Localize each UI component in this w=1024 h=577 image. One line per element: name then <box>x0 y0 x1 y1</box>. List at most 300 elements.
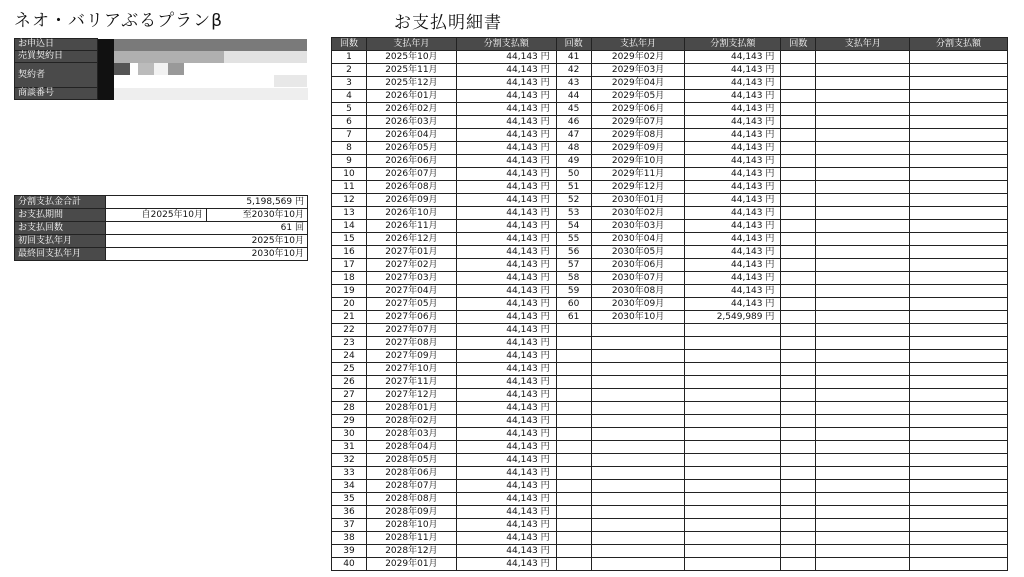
installment-number <box>781 350 816 363</box>
payment-month <box>591 428 685 441</box>
installment-number <box>556 441 591 454</box>
installment-number: 43 <box>556 77 591 90</box>
payment-month: 2026年12月 <box>366 233 456 246</box>
payment-month <box>816 454 910 467</box>
payment-month: 2026年06月 <box>366 155 456 168</box>
payment-amount <box>910 545 1008 558</box>
installment-number <box>781 519 816 532</box>
installment-number <box>781 402 816 415</box>
column-header: 支払年月 <box>816 38 910 51</box>
installment-number: 34 <box>332 480 367 493</box>
summary-label: 初回支払年月 <box>15 235 106 248</box>
info-label: 契約者 <box>15 63 98 88</box>
payment-amount <box>910 506 1008 519</box>
payment-amount: 44,143 円 <box>685 220 781 233</box>
payment-month: 2026年08月 <box>366 181 456 194</box>
payment-month: 2029年06月 <box>591 103 685 116</box>
installment-number: 2 <box>332 64 367 77</box>
installment-number: 7 <box>332 129 367 142</box>
table-row <box>332 350 1008 363</box>
payment-amount: 44,143 円 <box>685 233 781 246</box>
installment-number: 5 <box>332 103 367 116</box>
payment-month: 2025年10月 <box>366 51 456 64</box>
payment-month <box>816 415 910 428</box>
payment-amount <box>910 77 1008 90</box>
payment-month: 2026年10月 <box>366 207 456 220</box>
payment-month: 2029年04月 <box>591 77 685 90</box>
payment-amount: 44,143 円 <box>456 363 556 376</box>
payment-amount: 44,143 円 <box>685 285 781 298</box>
payment-month: 2030年03月 <box>591 220 685 233</box>
table-row <box>332 220 1008 233</box>
payment-month: 2027年10月 <box>366 363 456 376</box>
payment-month <box>591 519 685 532</box>
payment-schedule-table <box>331 37 1008 571</box>
payment-month: 2028年09月 <box>366 506 456 519</box>
payment-month <box>591 493 685 506</box>
payment-month <box>816 480 910 493</box>
payment-month: 2028年04月 <box>366 441 456 454</box>
payment-amount <box>910 480 1008 493</box>
installment-number: 41 <box>556 51 591 64</box>
payment-month <box>816 246 910 259</box>
payment-amount: 44,143 円 <box>456 285 556 298</box>
payment-amount: 44,143 円 <box>456 454 556 467</box>
installment-number: 18 <box>332 272 367 285</box>
table-row <box>332 155 1008 168</box>
table-row <box>332 376 1008 389</box>
installment-number: 25 <box>332 363 367 376</box>
payment-amount: 44,143 円 <box>456 532 556 545</box>
payment-amount: 44,143 円 <box>456 155 556 168</box>
installment-number: 49 <box>556 155 591 168</box>
table-row <box>332 298 1008 311</box>
payment-month <box>591 454 685 467</box>
table-row <box>332 233 1008 246</box>
payment-amount: 44,143 円 <box>685 272 781 285</box>
payment-month <box>816 441 910 454</box>
payment-month <box>816 116 910 129</box>
payment-month <box>816 363 910 376</box>
payment-amount: 44,143 円 <box>456 51 556 64</box>
installment-number: 40 <box>332 558 367 571</box>
payment-amount <box>910 181 1008 194</box>
payment-amount <box>685 467 781 480</box>
summary-value: 5,198,569 円 <box>106 196 308 209</box>
payment-month <box>816 129 910 142</box>
payment-amount <box>910 519 1008 532</box>
payment-month <box>816 350 910 363</box>
payment-month <box>816 220 910 233</box>
installment-number <box>556 415 591 428</box>
payment-amount <box>910 142 1008 155</box>
payment-amount <box>910 285 1008 298</box>
payment-month: 2029年09月 <box>591 142 685 155</box>
table-row <box>332 389 1008 402</box>
payment-month <box>591 558 685 571</box>
payment-month: 2026年02月 <box>366 103 456 116</box>
installment-number <box>781 298 816 311</box>
payment-month <box>816 558 910 571</box>
payment-amount: 44,143 円 <box>456 545 556 558</box>
table-row <box>332 480 1008 493</box>
payment-month: 2028年02月 <box>366 415 456 428</box>
installment-number: 57 <box>556 259 591 272</box>
installment-number: 56 <box>556 246 591 259</box>
payment-amount: 44,143 円 <box>685 64 781 77</box>
payment-month: 2030年05月 <box>591 246 685 259</box>
payment-month: 2027年02月 <box>366 259 456 272</box>
payment-month <box>816 64 910 77</box>
redacted-value <box>98 39 308 51</box>
installment-number <box>781 220 816 233</box>
installment-number <box>781 454 816 467</box>
payment-month: 2028年06月 <box>366 467 456 480</box>
payment-month: 2026年05月 <box>366 142 456 155</box>
payment-month <box>816 376 910 389</box>
installment-number <box>556 454 591 467</box>
payment-amount: 44,143 円 <box>456 142 556 155</box>
payment-amount: 44,143 円 <box>685 90 781 103</box>
installment-number <box>781 558 816 571</box>
installment-number <box>781 545 816 558</box>
payment-amount: 44,143 円 <box>456 129 556 142</box>
installment-number: 39 <box>332 545 367 558</box>
payment-amount: 44,143 円 <box>685 259 781 272</box>
installment-number: 10 <box>332 168 367 181</box>
table-row <box>332 415 1008 428</box>
payment-amount <box>685 350 781 363</box>
payment-month: 2026年01月 <box>366 90 456 103</box>
payment-month: 2027年06月 <box>366 311 456 324</box>
installment-number: 31 <box>332 441 367 454</box>
payment-amount: 44,143 円 <box>456 64 556 77</box>
payment-amount <box>910 220 1008 233</box>
payment-amount <box>910 402 1008 415</box>
summary-label: お支払期間 <box>15 209 106 222</box>
column-header: 回数 <box>556 38 591 51</box>
installment-number <box>556 558 591 571</box>
payment-amount <box>910 116 1008 129</box>
payment-month: 2027年08月 <box>366 337 456 350</box>
payment-amount <box>685 402 781 415</box>
payment-amount: 44,143 円 <box>456 428 556 441</box>
installment-number <box>781 376 816 389</box>
payment-amount <box>910 51 1008 64</box>
payment-amount: 44,143 円 <box>456 298 556 311</box>
payment-month: 2030年09月 <box>591 298 685 311</box>
payment-amount: 44,143 円 <box>456 181 556 194</box>
installment-number: 16 <box>332 246 367 259</box>
payment-amount <box>685 324 781 337</box>
payment-month <box>591 467 685 480</box>
installment-number: 23 <box>332 337 367 350</box>
installment-number <box>556 376 591 389</box>
installment-number <box>556 519 591 532</box>
installment-number: 51 <box>556 181 591 194</box>
payment-amount: 44,143 円 <box>456 194 556 207</box>
payment-month <box>591 506 685 519</box>
payment-month: 2029年07月 <box>591 116 685 129</box>
payment-amount: 44,143 円 <box>456 519 556 532</box>
payment-amount <box>910 155 1008 168</box>
installment-number <box>556 467 591 480</box>
payment-month: 2029年03月 <box>591 64 685 77</box>
table-row <box>332 194 1008 207</box>
payment-amount <box>685 389 781 402</box>
installment-number <box>556 545 591 558</box>
document-title: お支払明細書 <box>394 13 502 33</box>
payment-month: 2029年10月 <box>591 155 685 168</box>
payment-amount: 44,143 円 <box>456 337 556 350</box>
installment-number <box>781 311 816 324</box>
payment-amount: 44,143 円 <box>456 402 556 415</box>
payment-amount: 2,549,989 円 <box>685 311 781 324</box>
payment-amount <box>685 506 781 519</box>
period-from: 自2025年10月 <box>106 209 207 222</box>
installment-number: 38 <box>332 532 367 545</box>
installment-number: 61 <box>556 311 591 324</box>
payment-amount: 44,143 円 <box>456 77 556 90</box>
payment-month: 2030年06月 <box>591 259 685 272</box>
payment-amount: 44,143 円 <box>456 168 556 181</box>
payment-month <box>816 90 910 103</box>
installment-number: 28 <box>332 402 367 415</box>
payment-month: 2026年03月 <box>366 116 456 129</box>
summary-label: 最終回支払年月 <box>15 248 106 261</box>
payment-month: 2027年03月 <box>366 272 456 285</box>
installment-number: 20 <box>332 298 367 311</box>
payment-month <box>591 350 685 363</box>
payment-amount: 44,143 円 <box>456 467 556 480</box>
installment-number <box>781 337 816 350</box>
payment-amount <box>685 493 781 506</box>
installment-number <box>781 363 816 376</box>
payment-month <box>816 545 910 558</box>
payment-amount: 44,143 円 <box>685 116 781 129</box>
payment-month: 2028年07月 <box>366 480 456 493</box>
payment-amount <box>685 519 781 532</box>
installment-number: 44 <box>556 90 591 103</box>
installment-number: 53 <box>556 207 591 220</box>
table-row <box>332 142 1008 155</box>
installment-number: 37 <box>332 519 367 532</box>
installment-number: 47 <box>556 129 591 142</box>
payment-month: 2029年01月 <box>366 558 456 571</box>
payment-amount: 44,143 円 <box>685 142 781 155</box>
payment-amount: 44,143 円 <box>685 207 781 220</box>
payment-month <box>816 259 910 272</box>
installment-number <box>781 77 816 90</box>
payment-month <box>591 363 685 376</box>
payment-month <box>591 337 685 350</box>
payment-amount <box>910 129 1008 142</box>
payment-amount <box>685 376 781 389</box>
installment-number: 11 <box>332 181 367 194</box>
payment-month: 2028年05月 <box>366 454 456 467</box>
payment-amount <box>910 389 1008 402</box>
payment-amount: 44,143 円 <box>685 181 781 194</box>
payment-month: 2026年07月 <box>366 168 456 181</box>
payment-amount <box>685 454 781 467</box>
payment-month <box>816 337 910 350</box>
column-header: 支払年月 <box>366 38 456 51</box>
payment-amount: 44,143 円 <box>456 233 556 246</box>
installment-number <box>781 415 816 428</box>
installment-number: 4 <box>332 90 367 103</box>
payment-amount <box>910 376 1008 389</box>
payment-month <box>816 324 910 337</box>
installment-number <box>781 103 816 116</box>
plan-title: ネオ・バリアぶるプランβ <box>14 11 223 31</box>
payment-amount <box>910 493 1008 506</box>
payment-amount: 44,143 円 <box>456 441 556 454</box>
installment-number: 14 <box>332 220 367 233</box>
payment-amount <box>910 558 1008 571</box>
payment-month: 2028年12月 <box>366 545 456 558</box>
table-row <box>332 493 1008 506</box>
installment-number: 3 <box>332 77 367 90</box>
payment-amount <box>910 428 1008 441</box>
payment-amount <box>910 103 1008 116</box>
installment-number: 35 <box>332 493 367 506</box>
installment-number <box>781 467 816 480</box>
installment-number <box>781 259 816 272</box>
payment-amount <box>910 311 1008 324</box>
installment-number: 58 <box>556 272 591 285</box>
table-row <box>332 363 1008 376</box>
installment-number: 6 <box>332 116 367 129</box>
table-row <box>332 545 1008 558</box>
payment-month <box>816 272 910 285</box>
payment-amount <box>685 545 781 558</box>
table-row <box>332 519 1008 532</box>
payment-amount <box>910 246 1008 259</box>
payment-amount: 44,143 円 <box>456 389 556 402</box>
payment-month <box>816 467 910 480</box>
installment-number <box>556 506 591 519</box>
installment-number <box>556 480 591 493</box>
installment-number: 21 <box>332 311 367 324</box>
installment-number: 15 <box>332 233 367 246</box>
payment-amount <box>685 480 781 493</box>
installment-number: 55 <box>556 233 591 246</box>
installment-number: 1 <box>332 51 367 64</box>
installment-number: 19 <box>332 285 367 298</box>
column-header: 支払年月 <box>591 38 685 51</box>
table-row <box>332 51 1008 64</box>
installment-number <box>556 350 591 363</box>
payment-amount: 44,143 円 <box>685 77 781 90</box>
table-row <box>332 441 1008 454</box>
installment-number <box>556 363 591 376</box>
payment-month <box>816 428 910 441</box>
payment-month <box>591 532 685 545</box>
payment-amount <box>910 441 1008 454</box>
payment-month: 2029年05月 <box>591 90 685 103</box>
payment-amount: 44,143 円 <box>456 480 556 493</box>
payment-month <box>591 376 685 389</box>
installment-number <box>781 51 816 64</box>
installment-number <box>781 324 816 337</box>
payment-month: 2027年05月 <box>366 298 456 311</box>
payment-amount <box>685 415 781 428</box>
payment-month <box>816 155 910 168</box>
payment-amount: 44,143 円 <box>456 324 556 337</box>
table-row <box>332 168 1008 181</box>
installment-number: 22 <box>332 324 367 337</box>
installment-number <box>556 402 591 415</box>
payment-month <box>591 324 685 337</box>
installment-number <box>556 428 591 441</box>
table-row <box>332 337 1008 350</box>
installment-number: 8 <box>332 142 367 155</box>
payment-amount <box>910 194 1008 207</box>
installment-number <box>781 168 816 181</box>
table-row <box>332 272 1008 285</box>
payment-amount <box>685 337 781 350</box>
payment-month: 2027年12月 <box>366 389 456 402</box>
payment-month: 2027年07月 <box>366 324 456 337</box>
column-header: 分割支払額 <box>910 38 1008 51</box>
payment-month <box>591 415 685 428</box>
installment-number <box>556 389 591 402</box>
installment-number <box>781 389 816 402</box>
payment-amount: 44,143 円 <box>685 194 781 207</box>
payment-amount: 44,143 円 <box>456 272 556 285</box>
installment-number <box>781 428 816 441</box>
payment-month: 2030年08月 <box>591 285 685 298</box>
installment-number <box>781 272 816 285</box>
payment-amount: 44,143 円 <box>456 220 556 233</box>
table-row <box>332 259 1008 272</box>
installment-number: 46 <box>556 116 591 129</box>
installment-number <box>781 116 816 129</box>
installment-number <box>781 90 816 103</box>
payment-amount <box>685 363 781 376</box>
payment-month <box>591 402 685 415</box>
installment-number <box>781 233 816 246</box>
payment-amount <box>910 168 1008 181</box>
payment-month <box>816 194 910 207</box>
payment-month <box>816 298 910 311</box>
payment-month <box>816 103 910 116</box>
payment-month: 2028年11月 <box>366 532 456 545</box>
payment-amount: 44,143 円 <box>456 103 556 116</box>
summary-label: 分割支払金合計 <box>15 196 106 209</box>
table-row <box>332 116 1008 129</box>
payment-amount: 44,143 円 <box>456 90 556 103</box>
payment-amount: 44,143 円 <box>685 246 781 259</box>
payment-month: 2027年04月 <box>366 285 456 298</box>
payment-month: 2026年04月 <box>366 129 456 142</box>
payment-amount: 44,143 円 <box>685 155 781 168</box>
installment-number: 48 <box>556 142 591 155</box>
payment-amount <box>910 532 1008 545</box>
payment-month: 2028年03月 <box>366 428 456 441</box>
payment-month <box>816 389 910 402</box>
installment-number: 54 <box>556 220 591 233</box>
installment-number <box>781 129 816 142</box>
payment-month: 2028年08月 <box>366 493 456 506</box>
payment-amount: 44,143 円 <box>456 558 556 571</box>
payment-month <box>816 519 910 532</box>
payment-month <box>591 389 685 402</box>
installment-number: 50 <box>556 168 591 181</box>
installment-number <box>556 324 591 337</box>
payment-amount: 44,143 円 <box>685 298 781 311</box>
table-row <box>332 64 1008 77</box>
